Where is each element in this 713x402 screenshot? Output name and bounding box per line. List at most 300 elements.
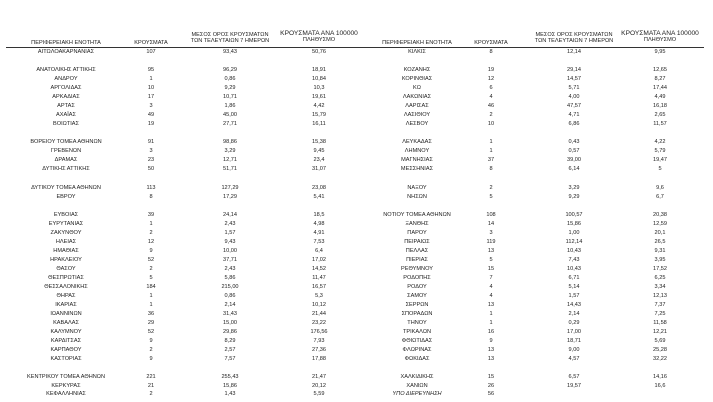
- cell-cases: 95: [147, 67, 155, 73]
- cell-per100k: 16,57: [312, 284, 326, 290]
- cell-name: ΑΡΤΑΣ: [57, 103, 75, 109]
- cell-name: ΚΟΖΑΝΗΣ: [403, 67, 431, 73]
- cell-per100k: 18,91: [312, 67, 326, 73]
- cell-avg: 10,71: [223, 94, 237, 100]
- cell-cases: 1: [489, 139, 493, 145]
- cell-name: ΚΑΡΠΑΘΟΥ: [50, 347, 82, 353]
- cell-per100k: 4,91: [313, 230, 325, 236]
- cell-per100k: 7,25: [654, 311, 666, 317]
- cell-name: ΞΑΝΘΗΣ: [405, 221, 429, 227]
- cell-avg: 37,71: [223, 257, 237, 263]
- cell-per100k: 32,22: [653, 356, 667, 362]
- cell-cases: 36: [147, 311, 155, 317]
- cell-name: ΚΟΡΙΝΘΙΑΣ: [401, 76, 433, 82]
- cell-avg: 0,43: [568, 139, 580, 145]
- cell-name: ΣΑΜΟΥ: [407, 293, 427, 299]
- cell-per100k: 12,65: [653, 67, 667, 73]
- cell-name: ΚΕΡΚΥΡΑΣ: [51, 383, 81, 389]
- cell-avg: 8,29: [224, 338, 236, 344]
- cell-avg: 93,43: [223, 49, 237, 55]
- cell-per100k: 16,18: [653, 103, 667, 109]
- cell-cases: 2: [149, 230, 153, 236]
- table-row: [0, 138, 713, 146]
- cell-per100k: 12,21: [653, 329, 667, 335]
- cell-per100k: 2,65: [654, 112, 666, 118]
- left-header-region: ΠΕΡΙΦΕΡΕΙΑΚΗ ΕΝΟΤΗΤΑ: [31, 40, 101, 46]
- cell-cases: 56: [487, 391, 495, 397]
- cell-cases: 50: [147, 166, 155, 172]
- cell-name: ΗΡΑΚΛΕΙΟΥ: [50, 257, 82, 263]
- cell-cases: 9: [489, 338, 493, 344]
- cell-avg: 18,71: [567, 338, 581, 344]
- table-row: [0, 319, 713, 327]
- cell-avg: 12,14: [567, 49, 581, 55]
- cell-avg: 47,57: [567, 103, 581, 109]
- cell-cases: 91: [147, 139, 155, 145]
- cell-avg: 98,86: [223, 139, 237, 145]
- cell-per100k: 25,28: [653, 347, 667, 353]
- left-header-avg: [180, 32, 280, 44]
- cell-name: ΚΩ: [413, 85, 421, 91]
- cell-cases: 221: [146, 374, 156, 380]
- cell-cases: 13: [487, 347, 495, 353]
- cell-per100k: 10,12: [312, 302, 326, 308]
- cell-avg: 2,14: [224, 302, 236, 308]
- cell-name: ΕΥΒΟΙΑΣ: [53, 212, 79, 218]
- cell-avg: 51,71: [223, 166, 237, 172]
- cell-name: ΠΙΕΡΙΑΣ: [406, 257, 428, 263]
- cell-name: ΒΟΙΩΤΙΑΣ: [53, 121, 79, 127]
- cell-avg: 2,43: [224, 221, 236, 227]
- cell-cases: 13: [487, 356, 495, 362]
- cell-cases: 46: [487, 103, 495, 109]
- cell-cases: 13: [487, 302, 495, 308]
- cell-per100k: 6,4: [315, 248, 323, 254]
- cell-name: ΧΑΛΚΙΔΙΚΗΣ: [400, 374, 434, 380]
- cell-avg: 31,43: [223, 311, 237, 317]
- table-row: [0, 256, 713, 264]
- cell-name: ΜΑΓΝΗΣΙΑΣ: [401, 157, 433, 163]
- cell-per100k: 21,47: [312, 374, 326, 380]
- cell-avg: 29,14: [567, 67, 581, 73]
- cell-name: ΝΗΣΩΝ: [407, 194, 427, 200]
- cell-cases: 4: [489, 284, 493, 290]
- cell-name: ΚΑΡΔΙΤΣΑΣ: [50, 338, 82, 344]
- cell-cases: 2: [149, 391, 153, 397]
- cell-cases: 39: [147, 212, 155, 218]
- cell-per100k: 20,1: [654, 230, 666, 236]
- table-row: [0, 156, 713, 164]
- cell-avg: 6,71: [568, 275, 580, 281]
- cell-cases: 8: [149, 194, 153, 200]
- cell-per100k: 10,3: [313, 85, 325, 91]
- cell-cases: 119: [486, 239, 496, 245]
- cell-name: ΑΝΑΤΟΛΙΚΗΣ ΑΤΤΙΚΗΣ: [36, 67, 96, 73]
- cell-name: ΚΑΣΤΟΡΙΑΣ: [50, 356, 82, 362]
- cell-per100k: 19,47: [653, 157, 667, 163]
- cell-avg: 9,29: [568, 194, 580, 200]
- table-row: [0, 211, 713, 219]
- cell-per100k: 12,59: [653, 221, 667, 227]
- cell-per100k: 3,95: [654, 257, 666, 263]
- cell-cases: 37: [487, 157, 495, 163]
- cell-per100k: 7,93: [313, 338, 325, 344]
- cell-cases: 4: [489, 293, 493, 299]
- cell-avg: 27,71: [223, 121, 237, 127]
- table-row: [0, 229, 713, 237]
- cell-per100k: 50,76: [312, 49, 326, 55]
- cell-cases: 113: [146, 185, 156, 191]
- cell-name: ΝΑΞΟΥ: [407, 185, 427, 191]
- cell-cases: 1: [149, 76, 153, 82]
- cell-name: ΦΘΙΩΤΙΔΑΣ: [401, 338, 433, 344]
- cell-avg: 4,00: [568, 94, 580, 100]
- cell-cases: 1: [489, 148, 493, 154]
- cell-name: ΘΗΡΑΣ: [56, 293, 76, 299]
- cell-name: ΝΟΤΙΟΥ ΤΟΜΕΑ ΑΘΗΝΩΝ: [383, 212, 451, 218]
- table-row: [0, 301, 713, 309]
- cell-name: ΚΙΛΚΙΣ: [408, 49, 426, 55]
- cell-name: ΠΕΛΛΑΣ: [405, 248, 429, 254]
- table-row: [0, 93, 713, 101]
- cell-name: ΔΡΑΜΑΣ: [54, 157, 78, 163]
- cell-name: ΚΕΦΑΛΛΗΝΙΑΣ: [46, 391, 86, 397]
- cell-per100k: 11,58: [653, 320, 667, 326]
- cell-avg: 0,86: [224, 76, 236, 82]
- table-row: [0, 292, 713, 300]
- cell-name: ΦΩΚΙΔΑΣ: [404, 356, 430, 362]
- cell-per100k: 23,4: [313, 157, 325, 163]
- cell-per100k: 4,49: [654, 94, 666, 100]
- cell-cases: 15: [487, 266, 495, 272]
- cell-cases: 12: [487, 76, 495, 82]
- table-row: [0, 382, 713, 390]
- cell-per100k: 3,34: [654, 284, 666, 290]
- table-row: [0, 238, 713, 246]
- cell-avg: 127,29: [221, 185, 239, 191]
- cell-avg: 10,43: [567, 248, 581, 254]
- cell-cases: 10: [147, 85, 155, 91]
- cell-per100k: 7,37: [654, 302, 666, 308]
- cell-per100k: 15,79: [312, 112, 326, 118]
- cell-per100k: 23,22: [312, 320, 326, 326]
- cell-per100k: 26,5: [654, 239, 666, 245]
- cell-per100k: 17,02: [312, 257, 326, 263]
- cell-per100k: 12,13: [653, 293, 667, 299]
- cell-cases: 7: [489, 275, 493, 281]
- cell-cases: 3: [489, 230, 493, 236]
- cell-per100k: 17,52: [653, 266, 667, 272]
- cell-avg: 19,57: [567, 383, 581, 389]
- right-header-avg-line2: ΤΩΝ ΤΕΛΕΥΤΑΙΩΝ 7 ΗΜΕΡΩΝ: [534, 38, 614, 45]
- cell-avg: 45,00: [223, 112, 237, 118]
- cell-name: ΕΒΡΟΥ: [56, 194, 76, 200]
- cell-cases: 8: [489, 49, 493, 55]
- cell-per100k: 31,07: [312, 166, 326, 172]
- cell-avg: 15,00: [223, 320, 237, 326]
- cell-per100k: 4,22: [654, 139, 666, 145]
- cell-avg: 1,86: [224, 103, 236, 109]
- cell-name: ΑΝΔΡΟΥ: [54, 76, 78, 82]
- right-header-per100k-line2: ΠΛΗΘΥΣΜΟ: [643, 37, 677, 43]
- table-row: [0, 75, 713, 83]
- cell-per100k: 16,11: [312, 121, 326, 127]
- cell-avg: 1,43: [224, 391, 236, 397]
- cell-per100k: 18,5: [313, 212, 325, 218]
- cell-cases: 26: [487, 383, 495, 389]
- cell-cases: 19: [147, 121, 155, 127]
- cell-per100k: 20,38: [653, 212, 667, 218]
- table-row: [0, 184, 713, 192]
- cell-avg: 100,57: [565, 212, 583, 218]
- cell-per100k: 19,61: [312, 94, 326, 100]
- cell-avg: 12,71: [223, 157, 237, 163]
- right-header-per100k-line1: ΚΡΟΥΣΜΑΤΑ ΑΝΑ 100000: [621, 30, 699, 37]
- table-row: [0, 48, 713, 56]
- cell-per100k: 176,56: [310, 329, 328, 335]
- cell-cases: 5: [489, 194, 493, 200]
- cell-avg: 9,43: [224, 239, 236, 245]
- cell-per100k: 9,6: [656, 185, 664, 191]
- right-header-avg-line1: ΜΕΣΟΣ ΟΡΟΣ ΚΡΟΥΣΜΑΤΩΝ: [535, 32, 613, 38]
- cell-avg: 1,00: [568, 230, 580, 236]
- cell-name: ΜΕΣΣΗΝΙΑΣ: [400, 166, 434, 172]
- cell-cases: 13: [487, 248, 495, 254]
- cell-name: ΚΕΝΤΡΙΚΟΥ ΤΟΜΕΑ ΑΘΗΝΩΝ: [26, 374, 105, 380]
- cell-cases: 9: [149, 248, 153, 254]
- cell-cases: 6: [489, 85, 493, 91]
- cell-name: ΗΛΕΙΑΣ: [55, 239, 77, 245]
- cell-avg: 9,00: [568, 347, 580, 353]
- cell-avg: 0,29: [568, 320, 580, 326]
- table-row: [0, 310, 713, 318]
- cell-name: ΧΑΝΙΩΝ: [406, 383, 428, 389]
- cell-name: ΘΑΣΟΥ: [56, 266, 76, 272]
- cell-cases: 1: [149, 221, 153, 227]
- cell-avg: 29,86: [223, 329, 237, 335]
- cell-avg: 14,57: [567, 76, 581, 82]
- cell-avg: 15,86: [567, 221, 581, 227]
- cell-cases: 1: [489, 320, 493, 326]
- cell-name: ΚΑΒΑΛΑΣ: [53, 320, 79, 326]
- cell-name: ΑΙΤΩΛΟΑΚΑΡΝΑΝΙΑΣ: [37, 49, 95, 55]
- cell-cases: 9: [149, 356, 153, 362]
- cell-avg: 1,57: [224, 230, 236, 236]
- cell-name: ΤΗΝΟΥ: [407, 320, 427, 326]
- cell-name: ΔΥΤΙΚΗΣ ΑΤΤΙΚΗΣ: [42, 166, 90, 172]
- cell-cases: 12: [147, 239, 155, 245]
- cell-cases: 2: [489, 185, 493, 191]
- cell-avg: 14,43: [567, 302, 581, 308]
- cell-avg: 6,14: [568, 166, 580, 172]
- cell-name: ΘΕΣΠΡΩΤΙΑΣ: [48, 275, 84, 281]
- cell-per100k: 27,36: [312, 347, 326, 353]
- cell-per100k: 15,38: [312, 139, 326, 145]
- left-header-cases: ΚΡΟΥΣΜΑΤΑ: [134, 40, 168, 46]
- cell-avg: 96,29: [223, 67, 237, 73]
- cell-name: ΡΟΔΟΠΗΣ: [403, 275, 431, 281]
- cell-per100k: 8,27: [654, 76, 666, 82]
- cell-name: ΙΩΑΝΝΙΝΩΝ: [50, 311, 82, 317]
- cell-avg: 2,57: [224, 347, 236, 353]
- table-row: [0, 220, 713, 228]
- cell-name: ΔΥΤΙΚΟΥ ΤΟΜΕΑ ΑΘΗΝΩΝ: [31, 185, 101, 191]
- table-row: [0, 120, 713, 128]
- cell-cases: 2: [489, 112, 493, 118]
- cell-per100k: 14,52: [312, 266, 326, 272]
- cell-avg: 112,14: [565, 239, 583, 245]
- cell-per100k: 9,45: [313, 148, 325, 154]
- cell-cases: 5: [149, 275, 153, 281]
- right-header-avg: [524, 32, 624, 44]
- right-header-cases: ΚΡΟΥΣΜΑΤΑ: [474, 40, 508, 46]
- cell-name: ΡΕΘΥΜΝΟΥ: [401, 266, 433, 272]
- cell-cases: 52: [147, 257, 155, 263]
- cell-cases: 17: [147, 94, 155, 100]
- left-header-per100k: [276, 30, 362, 44]
- cell-per100k: 5,41: [313, 194, 325, 200]
- table-row: [0, 265, 713, 273]
- cell-cases: 10: [487, 121, 495, 127]
- cell-per100k: 14,16: [653, 374, 667, 380]
- cell-cases: 15: [487, 374, 495, 380]
- cell-name: ΑΡΓΟΛΙΔΑΣ: [50, 85, 82, 91]
- cell-cases: 3: [149, 148, 153, 154]
- cell-name: ΖΑΚΥΝΘΟΥ: [50, 230, 82, 236]
- cell-name: ΙΚΑΡΙΑΣ: [55, 302, 77, 308]
- cell-name: ΚΑΛΥΜΝΟΥ: [50, 329, 82, 335]
- cell-avg: 255,43: [221, 374, 239, 380]
- cell-per100k: 9,31: [654, 248, 666, 254]
- cell-name: ΛΑΚΩΝΙΑΣ: [402, 94, 432, 100]
- cell-per100k: 5,59: [313, 391, 325, 397]
- cell-per100k: 9,95: [654, 49, 666, 55]
- cell-per100k: 4,98: [313, 221, 325, 227]
- cell-per100k: 6,25: [654, 275, 666, 281]
- cell-per100k: 11,57: [653, 121, 667, 127]
- left-header-avg-line2: ΤΩΝ ΤΕΛΕΥΤΑΙΩΝ 7 ΗΜΕΡΩΝ: [190, 38, 270, 45]
- cell-name: ΛΑΡΙΣΑΣ: [405, 103, 429, 109]
- cell-cases: 49: [147, 112, 155, 118]
- cell-cases: 3: [149, 103, 153, 109]
- cell-per100k: 6,7: [656, 194, 664, 200]
- left-header-per100k-line1: ΚΡΟΥΣΜΑΤΑ ΑΝΑ 100000: [280, 30, 358, 37]
- cell-cases: 14: [487, 221, 495, 227]
- cell-cases: 52: [147, 329, 155, 335]
- cell-avg: 15,86: [223, 383, 237, 389]
- table-row: [0, 373, 713, 381]
- cell-name: ΓΡΕΒΕΝΩΝ: [50, 148, 82, 154]
- cell-cases: 1: [149, 302, 153, 308]
- cell-avg: 0,57: [568, 148, 580, 154]
- cell-per100k: 7,53: [313, 239, 325, 245]
- cell-name: ΛΕΣΒΟΥ: [405, 121, 429, 127]
- cell-name: ΠΕΙΡΑΙΩΣ: [404, 239, 430, 245]
- cell-avg: 17,00: [567, 329, 581, 335]
- cell-avg: 5,14: [568, 284, 580, 290]
- cell-cases: 9: [149, 338, 153, 344]
- cell-per100k: 5,69: [654, 338, 666, 344]
- cell-avg: 3,29: [568, 185, 580, 191]
- cell-name: ΗΜΑΘΙΑΣ: [53, 248, 79, 254]
- cell-avg: 0,86: [224, 293, 236, 299]
- cell-per100k: 5,3: [315, 293, 323, 299]
- cell-per100k: 21,44: [312, 311, 326, 317]
- cell-name: ΒΟΡΕΙΟΥ ΤΟΜΕΑ ΑΘΗΝΩΝ: [30, 139, 102, 145]
- cell-name: ΛΑΣΙΘΙΟΥ: [403, 112, 431, 118]
- cell-avg: 17,29: [223, 194, 237, 200]
- table-row: [0, 328, 713, 336]
- table-row: [0, 147, 713, 155]
- cell-cases: 8: [489, 166, 493, 172]
- cell-cases: 16: [487, 329, 495, 335]
- left-header-avg-line1: ΜΕΣΟΣ ΟΡΟΣ ΚΡΟΥΣΜΑΤΩΝ: [191, 32, 269, 38]
- cell-avg: 7,43: [568, 257, 580, 263]
- cell-cases: 2: [149, 266, 153, 272]
- cell-avg: 24,14: [223, 212, 237, 218]
- cell-name: ΡΟΔΟΥ: [407, 284, 427, 290]
- cell-name: ΦΛΩΡΙΝΑΣ: [402, 347, 432, 353]
- table-row: [0, 84, 713, 92]
- cell-avg: 4,71: [568, 112, 580, 118]
- cell-avg: 7,57: [224, 356, 236, 362]
- cell-avg: 9,29: [224, 85, 236, 91]
- cell-name: ΣΕΡΡΩΝ: [405, 302, 429, 308]
- cell-per100k: 10,84: [312, 76, 326, 82]
- cell-avg: 5,86: [224, 275, 236, 281]
- cell-name: ΑΡΚΑΔΙΑΣ: [52, 94, 80, 100]
- right-header-per100k: [616, 30, 704, 44]
- cell-per100k: 16,6: [654, 383, 666, 389]
- table-row: [0, 346, 713, 354]
- cell-name: ΣΠΟΡΑΔΩΝ: [401, 311, 433, 317]
- cell-avg: 5,71: [568, 85, 580, 91]
- cell-per100k: 11,47: [312, 275, 326, 281]
- table-row: [0, 355, 713, 363]
- cell-name: ΑΧΑΪΑΣ: [56, 112, 76, 118]
- cell-cases: 1: [489, 311, 493, 317]
- cell-per100k: 5: [658, 166, 662, 172]
- cell-per100k: 5,79: [654, 148, 666, 154]
- cell-cases: 2: [149, 347, 153, 353]
- cell-avg: 2,43: [224, 266, 236, 272]
- table-row: [0, 193, 713, 201]
- cell-per100k: 23,08: [312, 185, 326, 191]
- cell-avg: 4,57: [568, 356, 580, 362]
- table-row: [0, 390, 713, 398]
- cell-cases: 107: [146, 49, 156, 55]
- cell-cases: 21: [147, 383, 155, 389]
- cell-cases: 29: [147, 320, 155, 326]
- cell-cases: 23: [147, 157, 155, 163]
- table-row: [0, 337, 713, 345]
- cell-cases: 1: [149, 293, 153, 299]
- table-row: [0, 66, 713, 74]
- cell-cases: 108: [486, 212, 496, 218]
- cell-avg: 215,00: [221, 284, 239, 290]
- cell-cases: 4: [489, 94, 493, 100]
- cell-avg: 3,29: [224, 148, 236, 154]
- cell-per100k: 4,42: [313, 103, 325, 109]
- cell-avg: 6,57: [568, 374, 580, 380]
- cell-name: ΠΑΡΟΥ: [407, 230, 427, 236]
- cell-avg: 10,43: [567, 266, 581, 272]
- right-header-region: ΠΕΡΙΦΕΡΕΙΑΚΗ ΕΝΟΤΗΤΑ: [382, 40, 452, 46]
- cell-avg: 6,86: [568, 121, 580, 127]
- cell-avg: 1,57: [568, 293, 580, 299]
- cell-name: ΛΕΥΚΑΔΑΣ: [402, 139, 432, 145]
- cell-cases: 184: [146, 284, 156, 290]
